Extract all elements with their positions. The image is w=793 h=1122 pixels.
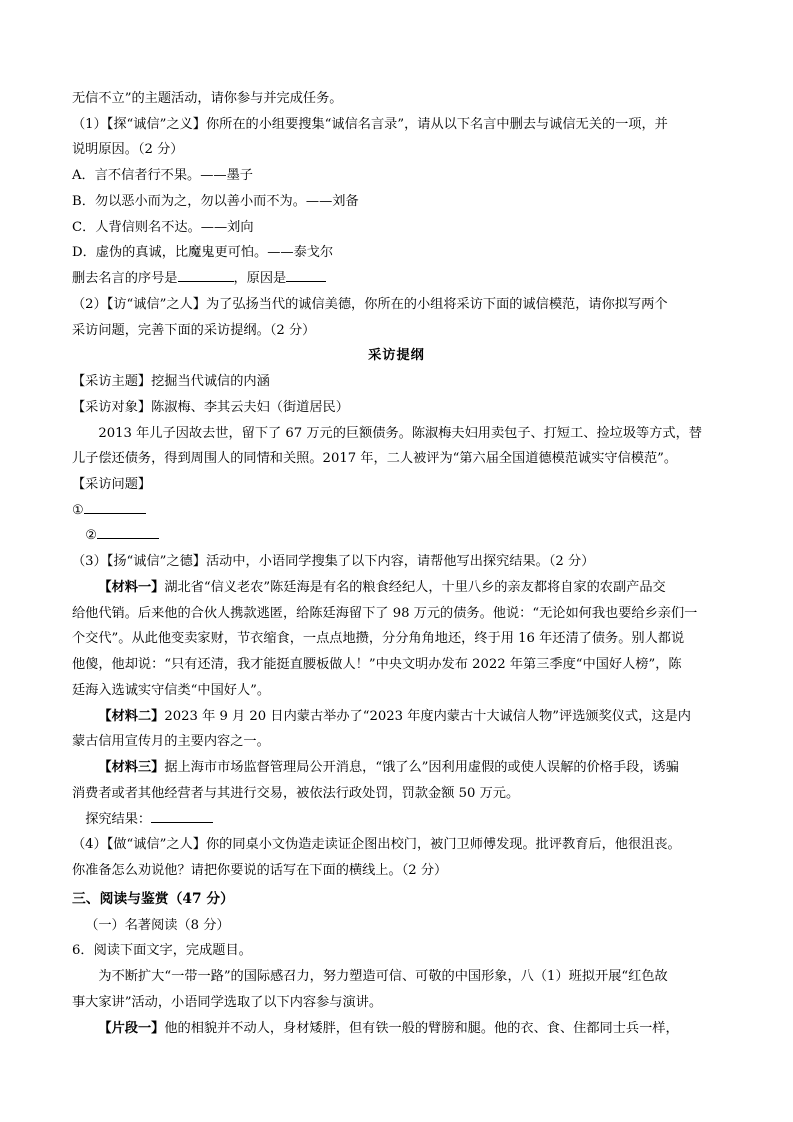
excerpt-one-label: 【片段一】 bbox=[98, 1020, 165, 1036]
paragraph-line: 你准备怎么劝说他？请把你要说的话写在下面的横线上。（2 分） bbox=[72, 863, 448, 879]
answer-blank[interactable] bbox=[97, 538, 159, 539]
question-3-stem: （3）【扬“诚信”之德】活动中，小语同学搜集了以下内容，请帮他写出探究结果。（2 分） bbox=[72, 554, 595, 570]
paragraph-line: 无信不立”的主题活动，请你参与并完成任务。 bbox=[72, 91, 343, 106]
interview-subject: 【采访对象】陈淑梅、李其云夫妇（街道居民） bbox=[72, 399, 349, 415]
question-2-stem: （2）【访“诚信”之人】为了弘扬当代的诚信美德，你所在的小组将采访下面的诚信模范，请你拟写两个 bbox=[72, 296, 668, 312]
paragraph-line: 蒙古信用宣传月的主要内容之一。 bbox=[72, 734, 270, 750]
interview-question-2 bbox=[72, 523, 721, 549]
answer-blank[interactable] bbox=[286, 281, 326, 282]
question-6-stem: 6．阅读下面文字，完成题目。 bbox=[72, 943, 252, 959]
interview-topic: 【采访主题】挖掘当代诚信的内涵 bbox=[72, 374, 270, 390]
material-two-text: 2023 年 9 月 20 日内蒙古举办了“2023 年度内蒙古十大诚信人物”评选颁奖仪式，这是内 bbox=[164, 708, 691, 724]
question-4-stem: （4）【做“诚信”之人】你的同桌小文伪造走读证企图出校门，被门卫师傅发现。批评教育后，他很沮丧。 bbox=[72, 837, 681, 853]
subsection-title: （一）名著阅读（8 分） bbox=[85, 917, 230, 933]
material-one bbox=[72, 575, 721, 601]
excerpt-one bbox=[72, 1016, 721, 1042]
list-number: ② bbox=[85, 528, 98, 544]
document-body bbox=[72, 86, 721, 1041]
interview-questions-label: 【采访问题】 bbox=[72, 477, 152, 493]
answer-label-a: 删去名言的序号是 bbox=[72, 271, 178, 287]
reading-intro: 为不断扩大“一带一路”的国际感召力，努力塑造可信、可敬的中国形象，八（1）班拟开展“红色故 bbox=[98, 969, 668, 985]
material-two-label: 【材料二】 bbox=[98, 708, 165, 724]
interview-background: 2013 年儿子因故去世，留下了 67 万元的巨额债务。陈淑梅夫妇用卖包子、打短工、捡垃圾等方式，替 bbox=[98, 425, 702, 441]
material-two bbox=[72, 704, 721, 730]
answer-blank[interactable] bbox=[84, 513, 146, 514]
option-b: B．勿以恶小而为之，勿以善小而不为。——刘备 bbox=[72, 193, 359, 209]
material-three bbox=[72, 755, 721, 781]
paragraph-line: 儿子偿还债务，得到周围人的同情和关照。2017 年，二人被评为“第六届全国道德模范诚实守信模范”。 bbox=[72, 451, 678, 467]
list-number: ① bbox=[72, 502, 84, 518]
interview-outline-title: 采访提纲 bbox=[368, 348, 425, 364]
section-title-three: 三、阅读与鉴赏（47 分） bbox=[72, 890, 234, 907]
excerpt-one-text: 他的相貌并不动人，身材矮胖，但有铁一般的臂膀和腿。他的衣、食、住都同士兵一样， bbox=[164, 1020, 679, 1036]
material-three-text: 据上海市市场监督管理局公开消息，“饿了么”因利用虚假的或使人误解的价格手段，诱骗 bbox=[164, 760, 679, 776]
interview-question-1 bbox=[72, 498, 721, 524]
paragraph-line: 事大家讲”活动，小语同学选取了以下内容参与演讲。 bbox=[72, 994, 383, 1010]
option-c: C．人背信则名不达。——刘向 bbox=[72, 219, 254, 235]
question-1-stem: （1）【探“诚信”之义】你所在的小组要搜集“诚信名言录”，请从以下名言中删去与诚信无关的一项，并 bbox=[72, 116, 668, 132]
research-result-label: 探究结果： bbox=[85, 811, 152, 827]
material-one-text: 湖北省“信义老农”陈廷海是有名的粮食经纪人，十里八乡的亲友都将自家的农副产品交 bbox=[164, 579, 666, 595]
research-result-line bbox=[72, 807, 721, 833]
option-d: D．虚伪的真诚，比魔鬼更可怕。——泰戈尔 bbox=[72, 245, 334, 261]
paragraph-line: 采访问题，完善下面的采访提纲。（2 分） bbox=[72, 322, 316, 338]
material-three-label: 【材料三】 bbox=[98, 760, 165, 776]
answer-blank[interactable] bbox=[178, 281, 234, 282]
answer-blank-line bbox=[72, 266, 721, 292]
paragraph-line: 廷海入选诚实守信类“中国好人”。 bbox=[72, 682, 271, 698]
paragraph-line: 他傻，他却说：“只有还清，我才能挺直腰板做人！”中央文明办发布 2022 年第三季度“中国好人榜”，陈 bbox=[72, 657, 682, 673]
paragraph-line: 说明原因。（2 分） bbox=[72, 142, 184, 158]
paragraph-line: 消费者或者其他经营者与其进行交易，被依法行政处罚，罚款金额 50 万元。 bbox=[72, 785, 520, 801]
option-a: A．言不信者行不果。——墨子 bbox=[72, 168, 253, 184]
answer-blank[interactable] bbox=[151, 822, 213, 823]
material-one-label: 【材料一】 bbox=[98, 579, 165, 595]
answer-label-b: ，原因是 bbox=[233, 271, 287, 287]
paragraph-line: 给他代销。后来他的合伙人携款逃匿，给陈廷海留下了 98 万元的债务。他说：“无论如何我也要给乡亲们一 bbox=[72, 605, 698, 621]
paragraph-line: 个交代”。从此他变卖家财，节衣缩食，一点点地攒，分分角角地还，终于用 16 年还清了债务。别人都说 bbox=[72, 631, 685, 647]
